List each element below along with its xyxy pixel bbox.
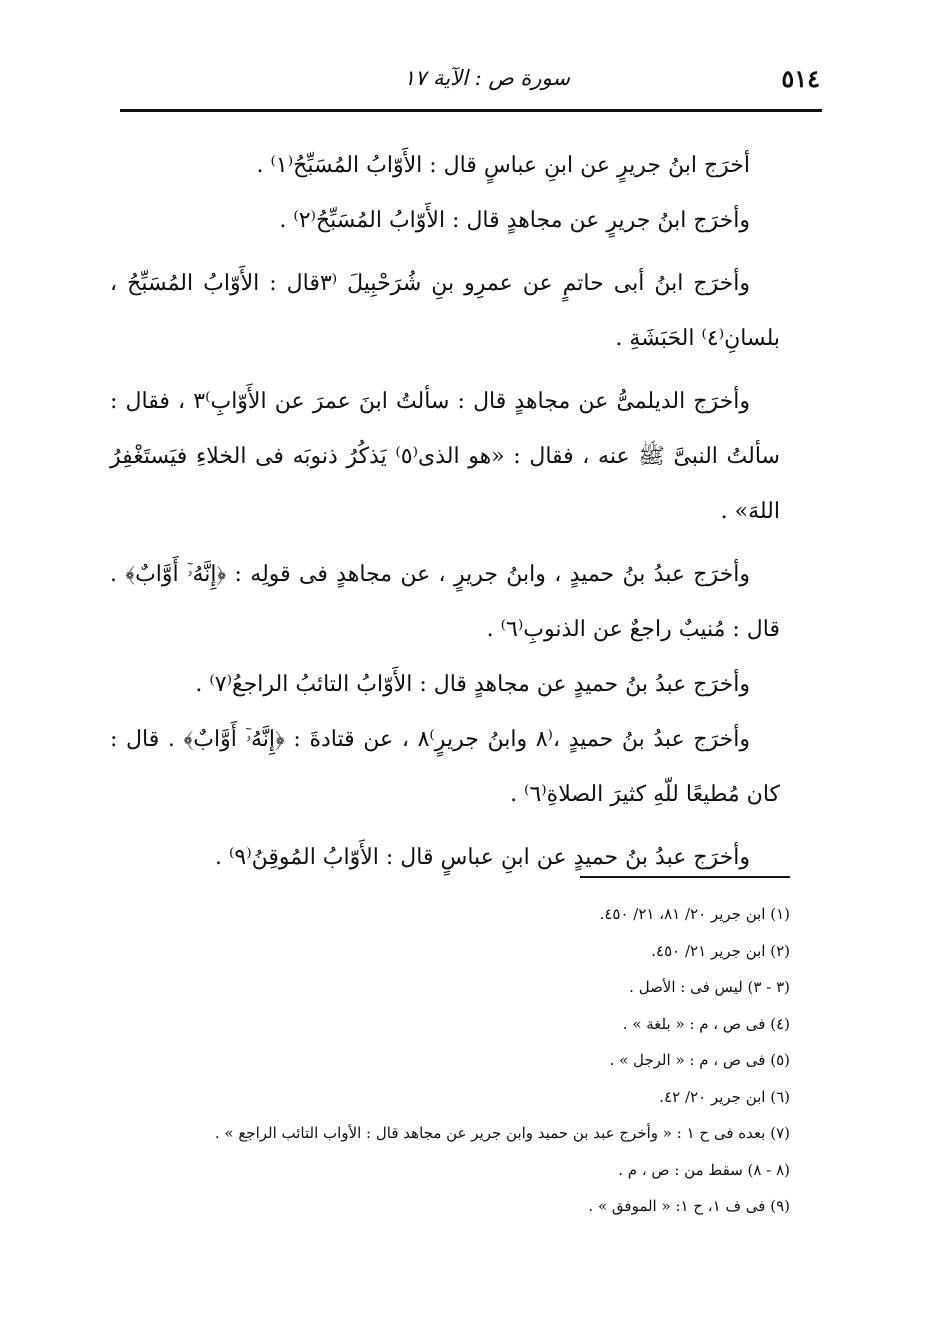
main-text (110, 138, 780, 885)
footnote: (١) ابن جرير ٢٠/ ٨١، ٢١/ ٤٥٠. (599, 905, 790, 923)
paragraph: وأخرَج ابنُ أبى حاتمٍ عن عمرِو بنِ شُرَحْبِيلَ ⁽٣قال : الأَوّابُ المُسَبِّحُ ، بلسانِ⁽٤⁾ الحَبَشَةِ . (110, 271, 780, 351)
footnote: (٤) فى ص ، م : « بلغة » . (622, 1014, 790, 1033)
footnote: (٥) فى ص ، م : « الرجل » . (609, 1051, 790, 1069)
paragraph: وأخرَج عبدُ بنُ حميدٍ ،⁽٨ وابنُ جريرٍ⁾٨ ، عن قتادةَ : ﴿إِنَّهُۥٓ أَوَّابٌ﴾ . قال : كان مُطيعًا للّهِ كثيرَ الصلاةِ⁽٦⁾ . (110, 727, 780, 807)
paragraph: أخرَج ابنُ جريرٍ عن ابنِ عباسٍ قال : الأَوّابُ المُسَبِّحُ⁽١⁾ . (256, 153, 750, 178)
footnote: (٩) فى ف ١، ح ١: « الموفق » . (588, 1197, 790, 1215)
running-title: سورة ص : الآية ١٧ (403, 66, 570, 90)
header-rule (120, 109, 822, 112)
page-number: ٥١٤ (781, 64, 820, 93)
paragraph: وأخرَج عبدُ بنُ حميدٍ ، وابنُ جريرٍ ، عن مجاهدٍ فى قولِه : ﴿إِنَّهُۥٓ أَوَّابٌ﴾ . قال : مُنيبٌ راجعٌ عن الذنوبِ⁽٦⁾ . (110, 562, 780, 642)
footnote: (٣ - ٣) ليس فى : الأصل . (629, 978, 790, 996)
page-header (120, 64, 820, 98)
footnote: (٢) ابن جرير ٢١/ ٤٥٠. (651, 941, 790, 960)
paragraph: وأخرَج ابنُ جريرٍ عن مجاهدٍ قال : الأَوّابُ المُسَبِّحُ⁽٢⁾ . (279, 208, 750, 233)
footnote: (٧) بعده فى ح ١ : « وأخرج عبد بن حميد وابن جرير عن مجاهد قال : الأواب التائب الراجع » . (214, 1124, 790, 1142)
paragraph: وأخرَج الديلمىُّ عن مجاهدٍ قال : سألتُ ابنَ عمرَ عن الأَوّابِ⁾٣ ، فقال : سألتُ النبىَّ ﷺ عنه ، فقال : «هو الذى⁽٥⁾ يَذكُرُ ذنوبَه فى الخلاءِ فيَستَغْفِرُ اللهَ» . (110, 389, 780, 524)
paragraph: وأخرَج عبدُ بنُ حميدٍ عن ابنِ عباسٍ قال : الأَوّابُ المُوقِنُ⁽٩⁾ . (215, 845, 750, 870)
footnote: (٦) ابن جرير ٢٠/ ٤٢. (659, 1087, 790, 1106)
paragraph: وأخرَج عبدُ بنُ حميدٍ عن مجاهدٍ قال : الأَوّابُ التائبُ الراجعُ⁽٧⁾ . (195, 672, 750, 697)
footnote: (٨ - ٨) سقط من : ص ، م . (618, 1160, 790, 1179)
footnote-separator (580, 876, 790, 878)
footnotes (110, 896, 790, 1225)
